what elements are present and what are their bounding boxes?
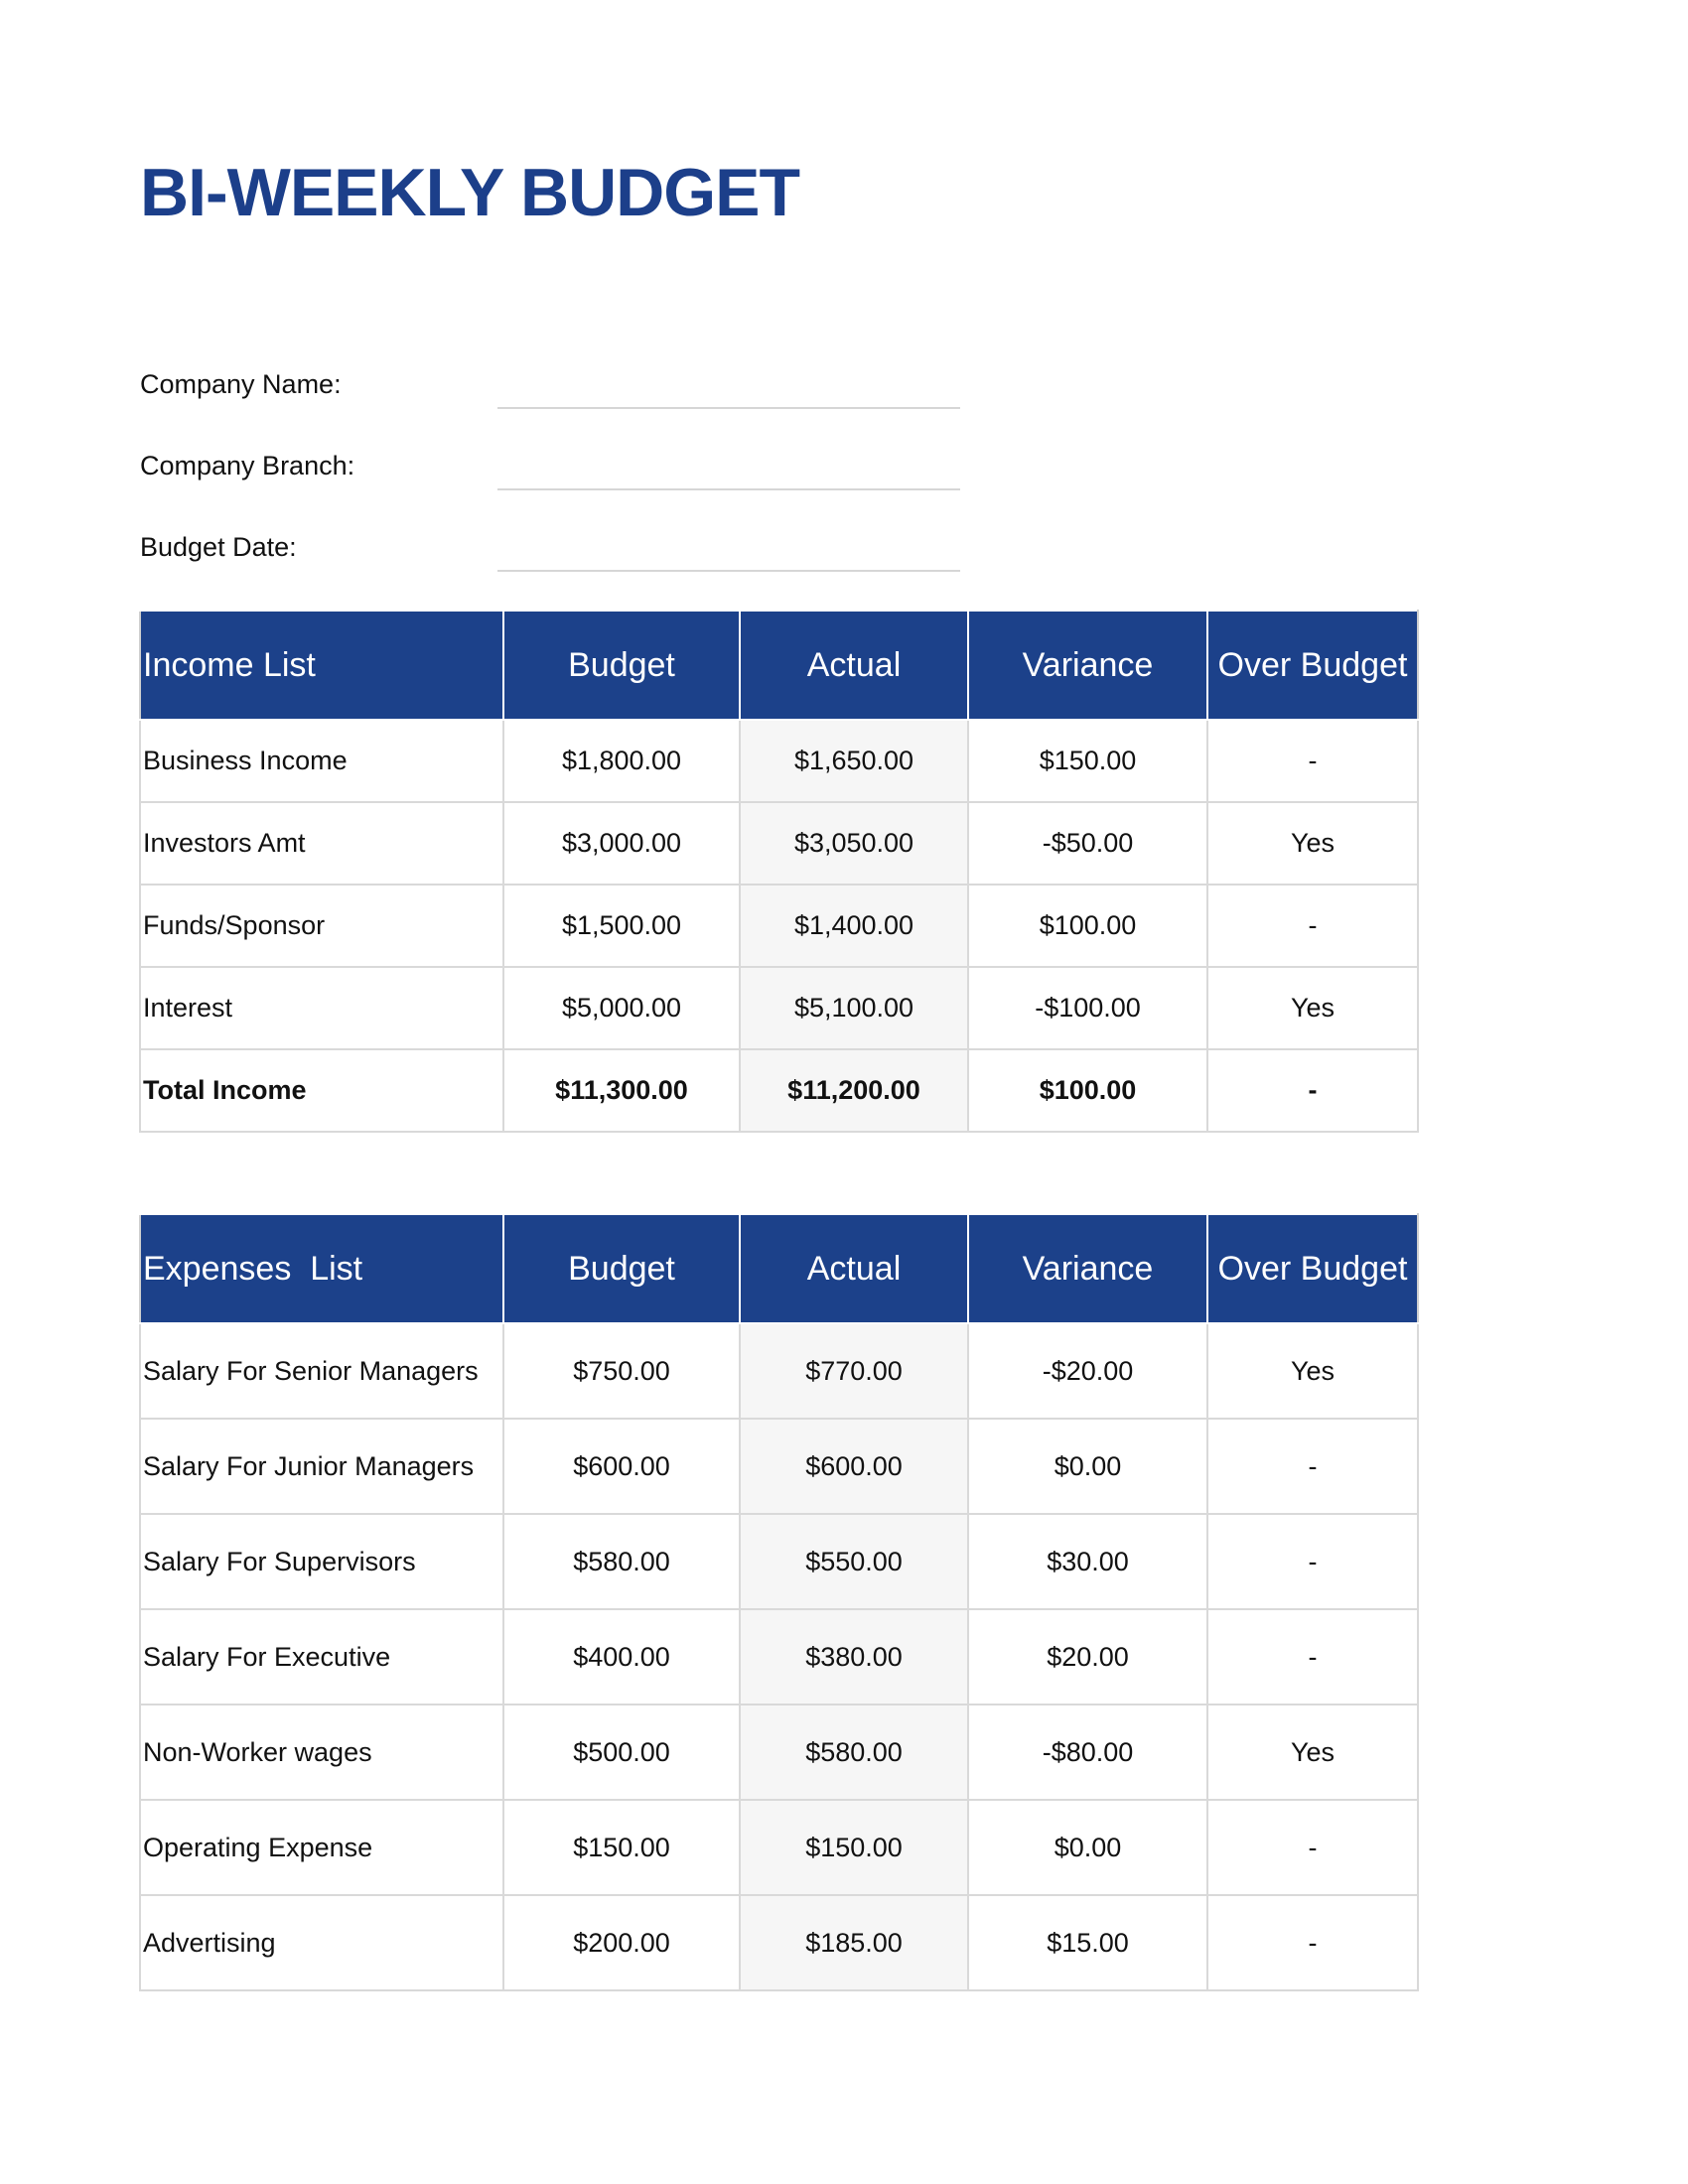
income-over-budget-cell: -	[1207, 720, 1418, 802]
expense-budget-cell: $500.00	[503, 1705, 740, 1800]
expenses-header-item: Expenses List	[140, 1214, 503, 1323]
budget-date-label: Budget Date:	[140, 532, 297, 562]
expense-over-budget-cell: -	[1207, 1800, 1418, 1895]
expenses-header-row	[140, 1214, 1418, 1323]
company-branch-row	[140, 435, 964, 494]
expenses-header-over-budget: Over Budget	[1207, 1214, 1418, 1323]
company-name-field[interactable]	[497, 407, 960, 409]
expense-actual-cell: $580.00	[740, 1705, 968, 1800]
expense-actual-cell: $185.00	[740, 1895, 968, 1990]
income-variance-cell: $100.00	[968, 885, 1207, 967]
income-total-over-budget: -	[1207, 1049, 1418, 1132]
expense-budget-cell: $580.00	[503, 1514, 740, 1609]
expense-variance-cell: -$20.00	[968, 1323, 1207, 1419]
budget-date-row	[140, 516, 964, 576]
income-actual-cell: $1,650.00	[740, 720, 968, 802]
expense-variance-cell: -$80.00	[968, 1705, 1207, 1800]
table-row	[140, 1323, 1418, 1419]
table-row	[140, 885, 1418, 967]
income-over-budget-cell: Yes	[1207, 967, 1418, 1049]
expense-budget-cell: $750.00	[503, 1323, 740, 1419]
income-item-cell: Investors Amt	[140, 802, 503, 885]
expense-over-budget-cell: -	[1207, 1514, 1418, 1609]
expense-budget-cell: $200.00	[503, 1895, 740, 1990]
income-variance-cell: -$100.00	[968, 967, 1207, 1049]
expense-item-cell: Non-Worker wages	[140, 1705, 503, 1800]
expense-item-cell: Advertising	[140, 1895, 503, 1990]
income-header-variance: Variance	[968, 611, 1207, 720]
expense-actual-cell: $770.00	[740, 1323, 968, 1419]
table-row	[140, 1895, 1418, 1990]
income-actual-cell: $5,100.00	[740, 967, 968, 1049]
expense-actual-cell: $550.00	[740, 1514, 968, 1609]
expense-item-cell: Salary For Junior Managers	[140, 1419, 503, 1514]
income-budget-cell: $1,500.00	[503, 885, 740, 967]
company-branch-field[interactable]	[497, 488, 960, 490]
expense-over-budget-cell: -	[1207, 1609, 1418, 1705]
income-total-actual: $11,200.00	[740, 1049, 968, 1132]
income-budget-cell: $5,000.00	[503, 967, 740, 1049]
budget-date-field[interactable]	[497, 570, 960, 572]
company-name-label: Company Name:	[140, 369, 342, 399]
income-budget-cell: $1,800.00	[503, 720, 740, 802]
income-item-cell: Business Income	[140, 720, 503, 802]
expense-item-cell: Salary For Supervisors	[140, 1514, 503, 1609]
income-over-budget-cell: -	[1207, 885, 1418, 967]
table-row	[140, 1705, 1418, 1800]
income-header-over-budget: Over Budget	[1207, 611, 1418, 720]
expense-actual-cell: $150.00	[740, 1800, 968, 1895]
expense-actual-cell: $600.00	[740, 1419, 968, 1514]
table-row	[140, 967, 1418, 1049]
income-actual-cell: $1,400.00	[740, 885, 968, 967]
expense-variance-cell: $30.00	[968, 1514, 1207, 1609]
expense-over-budget-cell: Yes	[1207, 1323, 1418, 1419]
income-total-variance: $100.00	[968, 1049, 1207, 1132]
expense-item-cell: Salary For Senior Managers	[140, 1323, 503, 1419]
table-row	[140, 1419, 1418, 1514]
expense-over-budget-cell: -	[1207, 1419, 1418, 1514]
income-total-budget: $11,300.00	[503, 1049, 740, 1132]
income-header-budget: Budget	[503, 611, 740, 720]
expenses-table	[139, 1213, 1419, 1991]
expense-item-cell: Operating Expense	[140, 1800, 503, 1895]
income-variance-cell: -$50.00	[968, 802, 1207, 885]
income-item-cell: Funds/Sponsor	[140, 885, 503, 967]
income-header-row	[140, 611, 1418, 720]
company-name-row	[140, 353, 964, 413]
company-branch-label: Company Branch:	[140, 451, 355, 480]
table-row	[140, 1800, 1418, 1895]
expenses-header-variance: Variance	[968, 1214, 1207, 1323]
income-total-label: Total Income	[140, 1049, 503, 1132]
income-over-budget-cell: Yes	[1207, 802, 1418, 885]
income-actual-cell: $3,050.00	[740, 802, 968, 885]
income-header-item: Income List	[140, 611, 503, 720]
expense-over-budget-cell: -	[1207, 1895, 1418, 1990]
expense-variance-cell: $15.00	[968, 1895, 1207, 1990]
expense-budget-cell: $400.00	[503, 1609, 740, 1705]
table-row	[140, 1514, 1418, 1609]
expense-budget-cell: $600.00	[503, 1419, 740, 1514]
expenses-header-budget: Budget	[503, 1214, 740, 1323]
expense-variance-cell: $20.00	[968, 1609, 1207, 1705]
expense-over-budget-cell: Yes	[1207, 1705, 1418, 1800]
expense-variance-cell: $0.00	[968, 1800, 1207, 1895]
income-item-cell: Interest	[140, 967, 503, 1049]
income-budget-cell: $3,000.00	[503, 802, 740, 885]
table-row	[140, 1609, 1418, 1705]
expenses-header-actual: Actual	[740, 1214, 968, 1323]
table-row	[140, 720, 1418, 802]
page-title: BI-WEEKLY BUDGET	[140, 155, 800, 230]
income-table	[139, 610, 1419, 1133]
income-header-actual: Actual	[740, 611, 968, 720]
income-total-row	[140, 1049, 1418, 1132]
expense-variance-cell: $0.00	[968, 1419, 1207, 1514]
expense-budget-cell: $150.00	[503, 1800, 740, 1895]
table-row	[140, 802, 1418, 885]
income-variance-cell: $150.00	[968, 720, 1207, 802]
expense-actual-cell: $380.00	[740, 1609, 968, 1705]
expense-item-cell: Salary For Executive	[140, 1609, 503, 1705]
